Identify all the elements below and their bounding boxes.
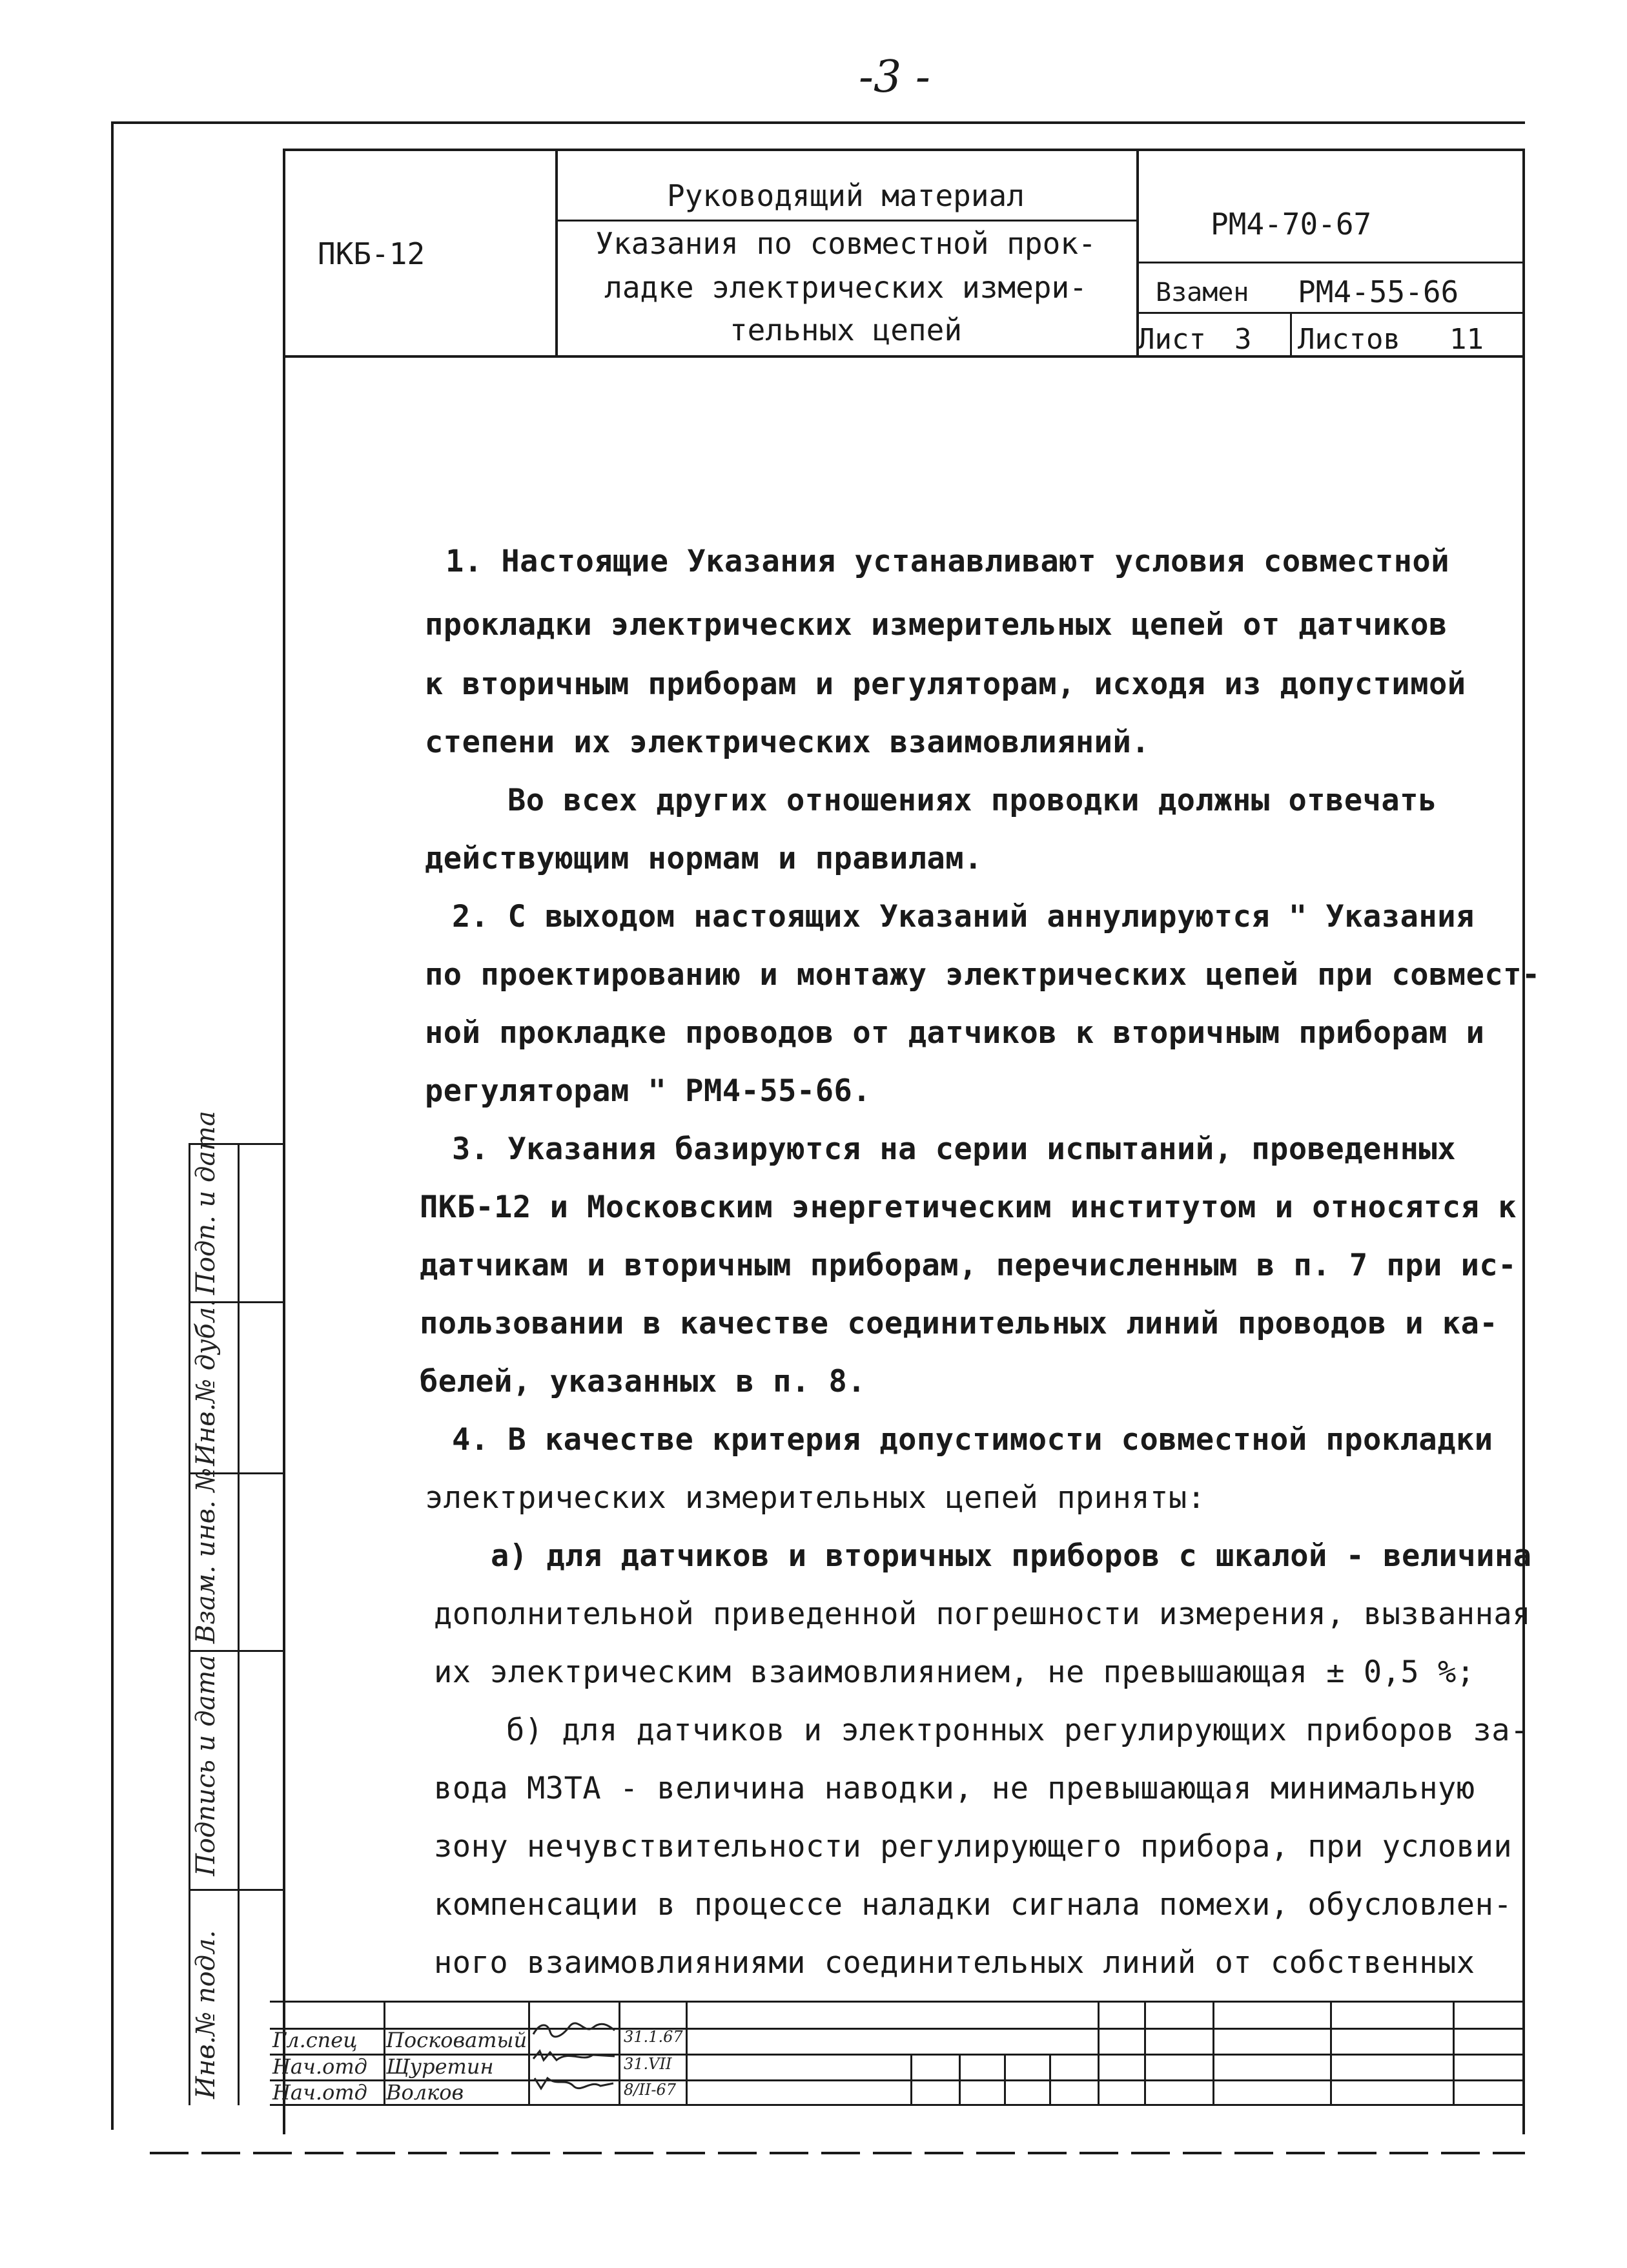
page-number: -3 -	[859, 52, 930, 103]
stamp-date-3: 8/II-67	[624, 2081, 676, 2099]
body-line-22: вода МЗТА - величина наводки, не превышающая минимальную	[434, 1771, 1475, 1806]
header-top-line	[283, 149, 1525, 151]
stamp-col-11	[1213, 2001, 1214, 2105]
body-line-12: ПКБ-12 и Московским энергетическим институтом и относятся к	[420, 1190, 1517, 1225]
document-code: РМ4-70-67	[1211, 207, 1372, 242]
body-line-6: действующим нормам и правилам.	[425, 841, 983, 876]
body-line-16: 4. В качестве критерия допустимости совместной прокладки	[452, 1422, 1493, 1458]
stamp-col-9	[1098, 2001, 1100, 2105]
stamp-col-13	[1453, 2001, 1455, 2105]
body-line-25: ного взаимовлияниями соединительных линий от собственных	[434, 1945, 1475, 1981]
frame-right-line	[1522, 149, 1525, 2134]
body-line-18: а) для датчиков и вторичных приборов с шкалой - величина	[491, 1538, 1532, 1574]
stamp-col-2	[528, 2001, 530, 2105]
body-line-14: пользовании в качестве соединительных линий проводов и ка-	[420, 1306, 1499, 1341]
sheets-label: Листов	[1298, 323, 1400, 356]
stamp-role-3: Нач.отд	[272, 2080, 367, 2105]
body-line-20: их электрическим взаимовлиянием, не превышающая ± 0,5 %;	[434, 1655, 1475, 1690]
side-column-mid-line	[238, 1143, 240, 2105]
body-line-2: прокладки электрических измерительных цепей от датчиков	[425, 607, 1448, 643]
stamp-role-2: Нач.отд	[272, 2054, 367, 2079]
replaces-label: Взамен	[1156, 278, 1249, 307]
body-line-5: Во всех других отношениях проводки должны отвечать	[507, 783, 1437, 818]
stamp-col-1	[384, 2001, 385, 2105]
frame-left-line	[111, 121, 114, 2130]
organization-name: ПКБ-12	[318, 236, 425, 271]
side-label-signature-date: Подпись и дата	[191, 1655, 221, 1876]
replaces-value: РМ4-55-66	[1298, 274, 1459, 309]
stamp-col-3	[619, 2001, 620, 2105]
document-type: Руководящий материал	[667, 178, 1025, 213]
stamp-col-8	[1049, 2054, 1051, 2105]
frame-inner-left-line	[283, 149, 285, 2134]
body-line-15: белей, указанных в п. 8.	[420, 1364, 866, 1399]
body-line-7: 2. С выходом настоящих Указаний аннулируются " Указания	[452, 899, 1475, 934]
stamp-name-3: Волков	[386, 2080, 464, 2105]
stamp-col-12	[1330, 2001, 1332, 2105]
body-line-23: зону нечувствительности регулирующего прибора, при условии	[434, 1829, 1513, 1864]
stamp-col-6	[959, 2054, 961, 2105]
sheets-value: 11	[1449, 323, 1484, 356]
sheet-label: Лист	[1138, 323, 1206, 356]
body-line-19: дополнительной приведенной погрешности измерения, вызванная	[434, 1596, 1531, 1632]
body-line-21: б) для датчиков и электронных регулирующих приборов за-	[506, 1713, 1529, 1748]
document-title-line-3: тельных цепей	[729, 313, 963, 347]
stamp-col-7	[1004, 2054, 1006, 2105]
side-label-replaces-inv: Взам. инв. №	[191, 1467, 221, 1644]
sheet-value: 3	[1234, 323, 1252, 356]
body-line-1: 1. Настоящие Указания устанавливают условия совместной	[445, 544, 1450, 579]
header-replaces-divider	[1136, 312, 1524, 314]
side-label-sign-date: Подп. и дата	[191, 1111, 221, 1295]
stamp-date-2: 31.VII	[624, 2055, 672, 2073]
side-column-left-line	[189, 1143, 190, 2105]
header-sheet-divider	[1290, 312, 1292, 356]
frame-bottom-line	[150, 2152, 1525, 2154]
side-row-line-5	[189, 1889, 283, 1891]
stamp-col-4	[686, 2001, 688, 2105]
signature-1-icon	[531, 2020, 617, 2039]
stamp-col-10	[1144, 2001, 1146, 2105]
body-line-8: по проектированию и монтажу электрических цепей при совмест-	[425, 957, 1540, 993]
side-label-duplicate-inv: Инв.№ дубл.	[191, 1299, 221, 1466]
signature-2-icon	[531, 2047, 617, 2065]
body-line-3: к вторичным приборам и регуляторам, исходя из допустимой	[425, 666, 1466, 702]
stamp-col-5	[910, 2054, 912, 2105]
body-line-4: степени их электрических взаимовлияний.	[425, 725, 1151, 760]
side-label-original-inv: Инв.№ подл.	[191, 1930, 221, 2099]
signature-3-icon	[531, 2073, 617, 2092]
header-type-divider	[555, 220, 1136, 222]
body-line-13: датчикам и вторичным приборам, перечисленным в п. 7 при ис-	[420, 1248, 1517, 1283]
body-line-24: компенсации в процессе наладки сигнала помехи, обусловлен-	[434, 1887, 1513, 1923]
stamp-name-2: Щуретин	[386, 2054, 494, 2079]
stamp-line-top	[270, 2001, 1522, 2003]
side-row-line-4	[189, 1650, 283, 1652]
document-title-line-2: ладке электрических измери-	[604, 270, 1087, 305]
stamp-role-1: Гл.спец	[272, 2028, 358, 2052]
document-title-line-1: Указания по совместной прок-	[595, 226, 1096, 261]
frame-top-line	[111, 121, 1525, 124]
body-line-9: ной прокладке проводов от датчиков к вторичным приборам и	[425, 1015, 1485, 1051]
body-line-10: регуляторам " РМ4-55-66.	[425, 1073, 872, 1109]
body-line-11: 3. Указания базируются на серии испытаний, проведенных	[452, 1131, 1457, 1167]
stamp-name-1: Посковатый	[386, 2028, 527, 2052]
stamp-date-1: 31.1.67	[624, 2028, 683, 2046]
body-line-17: электрических измерительных цепей приняты:	[425, 1480, 1206, 1516]
header-code-divider	[1136, 262, 1524, 263]
